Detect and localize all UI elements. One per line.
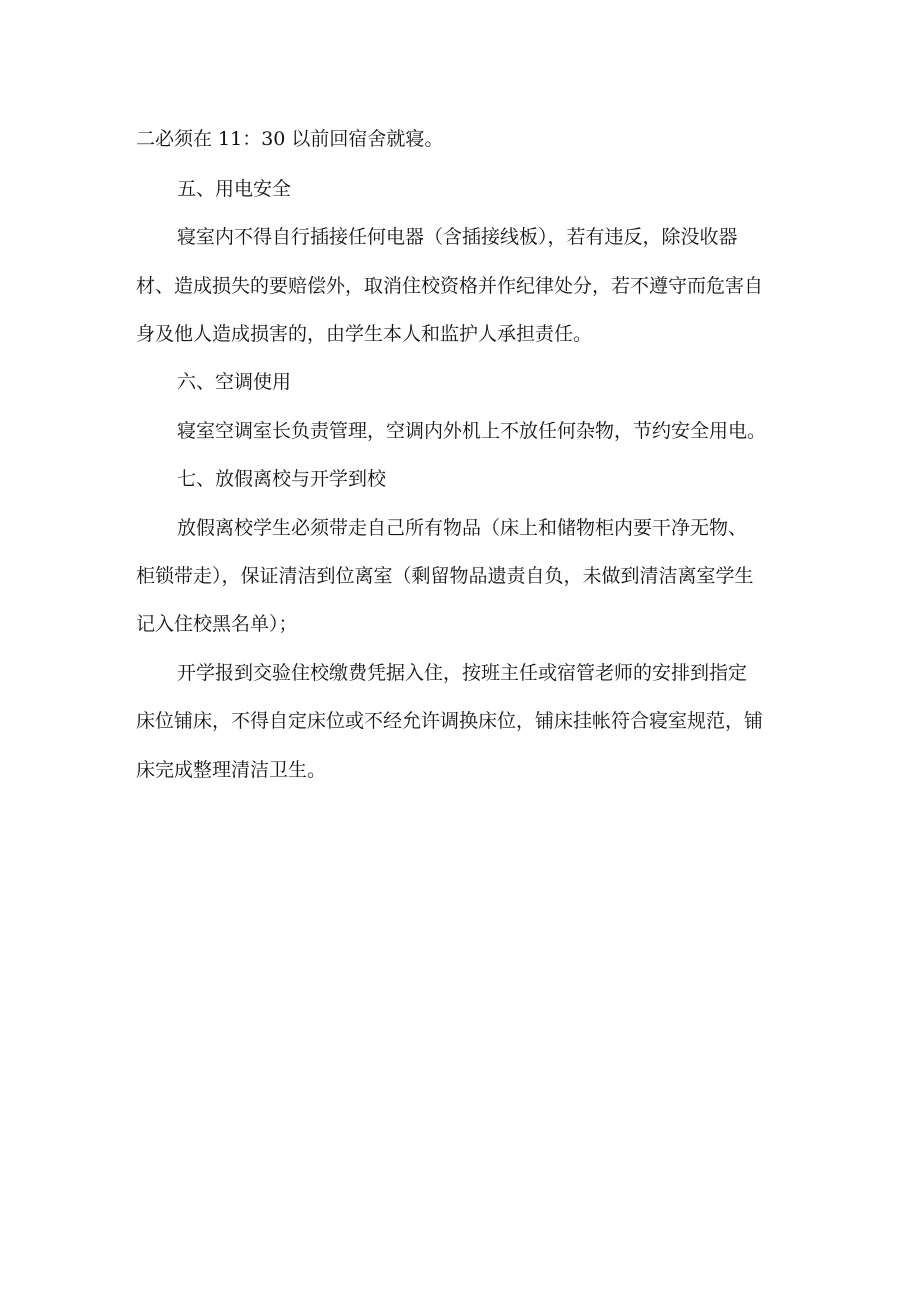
paragraph-line: 寝室空调室长负责管理，空调内外机上不放任何杂物，节约安全用电。 (177, 420, 767, 442)
paragraph-line: 床位铺床，不得自定床位或不经允许调换床位，铺床挂帐符合寝室规范，铺 (136, 710, 764, 732)
heading-electric-safety: 五、用电安全 (177, 178, 292, 200)
paragraph-line: 柜锁带走），保证清洁到位离室（剩留物品遗责自负，未做到清洁离室学生 (136, 565, 754, 587)
paragraph-line: 放假离校学生必须带走自己所有物品（床上和储物柜内要干净无物、 (177, 517, 748, 539)
paragraph-line: 记入住校黑名单）； (136, 613, 298, 635)
paragraph-line: 寝室内不得自行插接任何电器（含插接线板），若有违反，除没收器 (177, 226, 738, 248)
heading-holiday-departure: 七、放假离校与开学到校 (177, 468, 387, 490)
paragraph-continuation: 二必须在 11：30 以前回宿舍就寝。 (136, 128, 444, 150)
paragraph-line: 床完成整理清洁卫生。 (136, 759, 327, 781)
paragraph-line: 开学报到交验住校缴费凭据入住，按班主任或宿管老师的安排到指定 (177, 662, 748, 684)
paragraph-line: 材、造成损失的要赔偿外，取消住校资格并作纪律处分，若不遵守而危害自 (136, 275, 764, 297)
heading-air-conditioning: 六、空调使用 (177, 371, 292, 393)
paragraph-line: 身及他人造成损害的，由学生本人和监护人承担责任。 (136, 323, 593, 345)
